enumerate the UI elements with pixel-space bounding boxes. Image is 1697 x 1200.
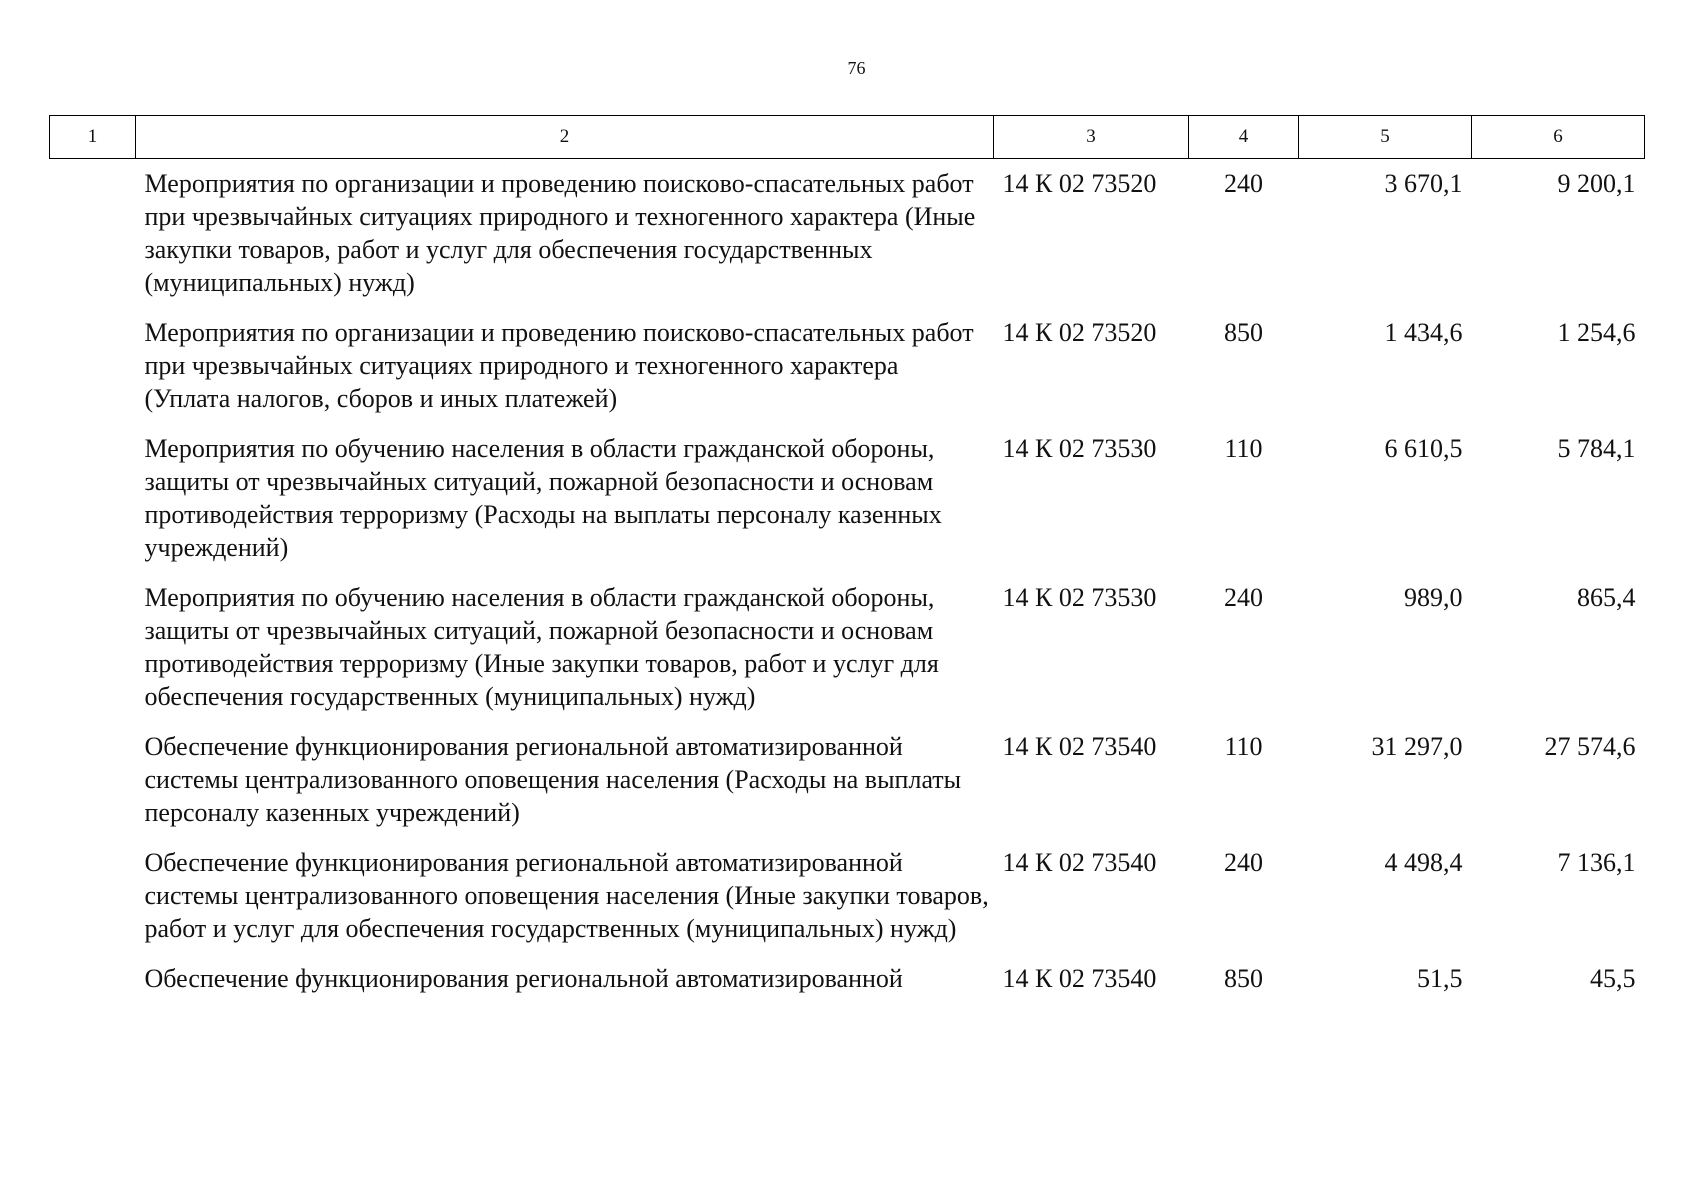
header-col-5: 5 [1299, 116, 1472, 159]
row-number [50, 573, 136, 722]
row-expense-type: 850 [1224, 964, 1263, 993]
row-code: 14 К 02 73530 [1002, 583, 1157, 612]
header-col-1: 1 [50, 116, 136, 159]
row-value-5: 51,5 [1417, 964, 1463, 993]
table-header [50, 116, 1645, 159]
row-description: Обеспечение функционирования региональной автоматизированной системы централизованного оповещения населения (Иные закупки товаров, работ и услуг для обеспечения государственных (муниципальных) нужд) [144, 848, 989, 943]
header-row [50, 116, 1645, 159]
row-value-5: 3 670,1 [1384, 169, 1463, 198]
budget-table [49, 115, 1645, 1004]
row-number [50, 722, 136, 838]
header-col-4: 4 [1189, 116, 1299, 159]
row-code: 14 К 02 73540 [1002, 732, 1157, 761]
table-row [50, 573, 1645, 722]
row-value-6: 5 784,1 [1557, 434, 1636, 463]
row-description: Мероприятия по организации и проведению поисково-спасательных работ при чрезвычайных ситуациях природного и техногенного характера (Иные закупки товаров, работ и услуг для обеспечения государственных (муниципальных) нужд) [144, 169, 976, 297]
row-code: 14 К 02 73520 [1002, 318, 1157, 347]
row-description: Обеспечение функционирования региональной автоматизированной системы централизованного оповещения населения (Расходы на выплаты персоналу казенных учреждений) [144, 732, 962, 827]
row-number [50, 308, 136, 424]
table-row [50, 159, 1645, 309]
row-value-6: 1 254,6 [1557, 318, 1636, 347]
row-value-5: 989,0 [1404, 583, 1463, 612]
row-value-5: 4 498,4 [1384, 848, 1463, 877]
row-number [50, 159, 136, 309]
table-row [50, 424, 1645, 573]
row-number [50, 424, 136, 573]
header-col-3: 3 [994, 116, 1189, 159]
row-description: Мероприятия по обучению населения в области гражданской обороны, защиты от чрезвычайных ситуаций, пожарной безопасности и основам противодействия терроризму (Расходы на выплаты персоналу казенных учреждений) [144, 434, 942, 562]
row-description: Мероприятия по организации и проведению поисково-спасательных работ при чрезвычайных ситуациях природного и техногенного характера (Уплата налогов, сборов и иных платежей) [144, 318, 974, 413]
page-number: 76 [847, 58, 866, 78]
row-description: Мероприятия по обучению населения в области гражданской обороны, защиты от чрезвычайных ситуаций, пожарной безопасности и основам противодействия терроризму (Иные закупки товаров, работ и услуг для обеспечения государственных (муниципальных) нужд) [144, 583, 939, 711]
row-number [50, 838, 136, 954]
row-expense-type: 850 [1224, 318, 1263, 347]
row-code: 14 К 02 73540 [1002, 964, 1157, 993]
row-code: 14 К 02 73540 [1002, 848, 1157, 877]
row-expense-type: 240 [1224, 848, 1263, 877]
row-description: Обеспечение функционирования региональной автоматизированной [144, 964, 903, 993]
row-value-6: 45,5 [1590, 964, 1636, 993]
row-expense-type: 240 [1224, 169, 1263, 198]
row-code: 14 К 02 73520 [1002, 169, 1157, 198]
row-value-5: 6 610,5 [1384, 434, 1463, 463]
table-row [50, 954, 1645, 1004]
row-value-5: 1 434,6 [1384, 318, 1463, 347]
header-col-6: 6 [1472, 116, 1645, 159]
row-value-6: 865,4 [1577, 583, 1636, 612]
table-row [50, 308, 1645, 424]
table-row [50, 722, 1645, 838]
table-body [50, 159, 1645, 1005]
row-value-6: 9 200,1 [1557, 169, 1636, 198]
header-col-2: 2 [136, 116, 994, 159]
row-value-6: 7 136,1 [1557, 848, 1636, 877]
row-expense-type: 240 [1224, 583, 1263, 612]
row-expense-type: 110 [1224, 732, 1263, 761]
row-value-5: 31 297,0 [1371, 732, 1463, 761]
row-expense-type: 110 [1224, 434, 1263, 463]
table-row [50, 838, 1645, 954]
row-code: 14 К 02 73530 [1002, 434, 1157, 463]
row-value-6: 27 574,6 [1544, 732, 1636, 761]
row-number [50, 954, 136, 1004]
